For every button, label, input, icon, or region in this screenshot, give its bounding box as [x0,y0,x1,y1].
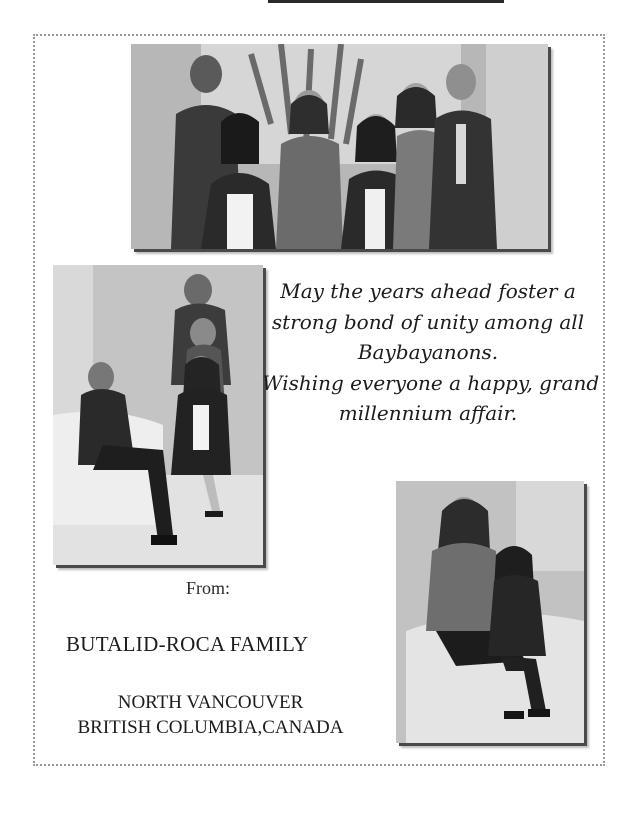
location-block [48,690,373,740]
greeting-line: Baybayanons. [357,340,499,364]
from-label: From: [186,578,231,598]
city-line: NORTH VANCOUVER [117,692,304,713]
family-group-photo [131,44,548,249]
family-seated-photo [53,265,263,565]
top-edge-rule [268,0,504,3]
family-name: BUTALID-ROCA FAMILY [66,632,309,656]
province-country-line: BRITISH COLUMBIA,CANADA [77,717,344,738]
mother-daughter-photo [396,481,584,743]
greeting-line: Wishing everyone a happy, grand [262,370,600,395]
greeting-message [262,276,600,429]
greeting-line: strong bond of unity among all [271,309,585,334]
greeting-line: millennium affair. [338,401,518,425]
greeting-line: May the years ahead foster a [280,279,576,303]
